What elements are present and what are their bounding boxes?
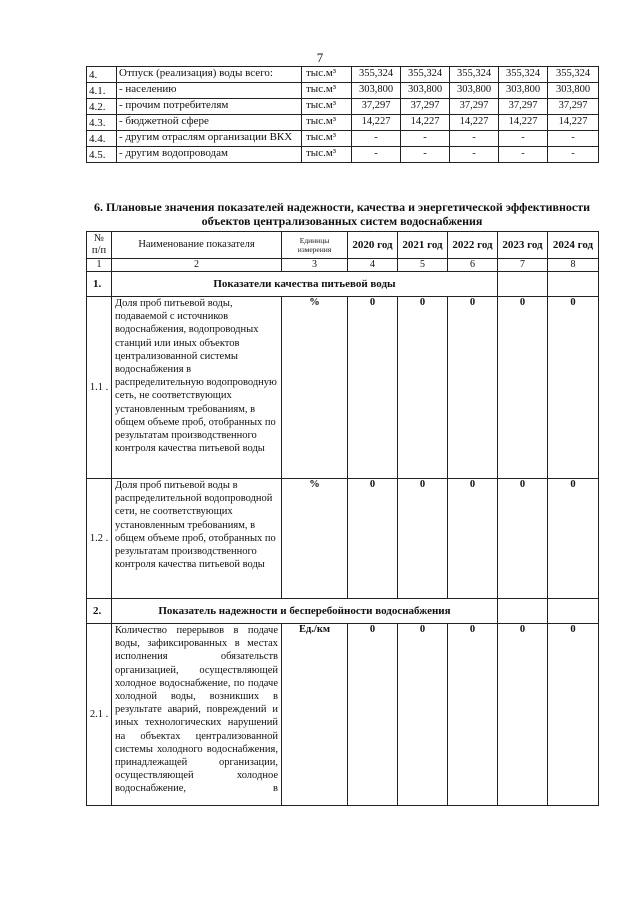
row-name: - бюджетной сфере	[117, 115, 302, 131]
row-number: 4.2.	[87, 99, 117, 115]
indicator-unit: %	[282, 479, 348, 599]
indicator-name: Количество перерывов в подаче воды, зафиксированных в местах исполнения обязательств организацией, осуществляющей холодное водоснабжение, по подаче холодной воды, возникших в результате аварий, повреждений и иных технологических нарушений на объектах централизованной системы холодного водоснабжения, принадлежащей организации, осуществляющей холодное водоснабжение, в	[112, 624, 282, 806]
empty-cell	[548, 599, 599, 624]
page-number: 7	[316, 50, 324, 65]
row-value: 14,227	[548, 115, 599, 131]
section-header-row	[87, 272, 599, 297]
table-header-row	[87, 232, 599, 259]
row-name: - населению	[117, 83, 302, 99]
row-unit: тыс.м³	[302, 99, 352, 115]
row-value: -	[401, 147, 450, 163]
row-number: 4.	[87, 67, 117, 83]
indicator-value: 0	[398, 479, 448, 599]
indicator-value: 0	[398, 624, 448, 806]
row-value: 14,227	[352, 115, 401, 131]
row-value: 303,800	[450, 83, 499, 99]
header-name: Наименование показателя	[112, 232, 282, 259]
header-unit: Единицы измерения	[282, 232, 348, 259]
indicator-unit: Ед./км	[282, 624, 348, 806]
section-number: 2.	[87, 599, 112, 624]
indicator-value: 0	[348, 624, 398, 806]
row-value: 37,297	[352, 99, 401, 115]
row-value: 303,800	[352, 83, 401, 99]
row-value: 355,324	[499, 67, 548, 83]
empty-cell	[498, 599, 548, 624]
empty-cell	[498, 272, 548, 297]
row-value: -	[401, 131, 450, 147]
supply-row	[87, 83, 599, 99]
header-year: 2022 год	[448, 232, 498, 259]
row-name: - другим водопроводам	[117, 147, 302, 163]
header-num: № п/п	[87, 232, 112, 259]
indicator-value: 0	[348, 479, 398, 599]
indicator-value: 0	[448, 624, 498, 806]
row-unit: тыс.м³	[302, 131, 352, 147]
row-value: 37,297	[401, 99, 450, 115]
supply-row	[87, 147, 599, 163]
row-value: 303,800	[401, 83, 450, 99]
indicator-value: 0	[398, 297, 448, 479]
section-6-title: 6. Плановые значения показателей надежности, качества и энергетической эффективности объектов централизованных систем водоснабжения	[93, 200, 591, 228]
row-name: - другим отраслям организации ВКХ	[117, 131, 302, 147]
header-year: 2021 год	[398, 232, 448, 259]
indicator-value: 0	[448, 479, 498, 599]
header-year: 2023 год	[498, 232, 548, 259]
row-unit: тыс.м³	[302, 147, 352, 163]
row-value: -	[499, 131, 548, 147]
indicators-table	[86, 231, 599, 806]
row-name: Отпуск (реализация) воды всего:	[117, 67, 302, 83]
indicator-number: 1.1 .	[87, 297, 112, 479]
section-number: 1.	[87, 272, 112, 297]
column-number: 6	[448, 259, 498, 272]
row-value: -	[548, 147, 599, 163]
indicator-unit: %	[282, 297, 348, 479]
water-supply-table	[86, 66, 599, 163]
row-value: 303,800	[548, 83, 599, 99]
row-value: 14,227	[401, 115, 450, 131]
supply-row	[87, 99, 599, 115]
indicator-row	[87, 297, 599, 479]
indicator-row	[87, 624, 599, 806]
supply-row	[87, 131, 599, 147]
header-year: 2024 год	[548, 232, 599, 259]
row-value: -	[499, 147, 548, 163]
column-number-row	[87, 259, 599, 272]
row-value: 303,800	[499, 83, 548, 99]
row-value: 37,297	[548, 99, 599, 115]
column-number: 8	[548, 259, 599, 272]
section-title: Показатели качества питьевой воды	[112, 272, 498, 297]
row-number: 4.4.	[87, 131, 117, 147]
column-number: 5	[398, 259, 448, 272]
row-name: - прочим потребителям	[117, 99, 302, 115]
row-number: 4.1.	[87, 83, 117, 99]
row-value: 355,324	[352, 67, 401, 83]
supply-row	[87, 115, 599, 131]
row-value: -	[450, 147, 499, 163]
indicator-value: 0	[548, 479, 599, 599]
row-value: 355,324	[548, 67, 599, 83]
indicator-value: 0	[498, 624, 548, 806]
row-value: -	[352, 131, 401, 147]
indicator-name: Доля проб питьевой воды, подаваемой с источников водоснабжения, водопроводных станций или иных объектов централизованной системы водоснабжения в распределительную водопроводную сеть, не соответствующих установленным требованиям, в общем объеме проб, отобранных по результатам производственного контроля качества питьевой воды	[112, 297, 282, 479]
column-number: 3	[282, 259, 348, 272]
section-header-row	[87, 599, 599, 624]
row-unit: тыс.м³	[302, 115, 352, 131]
indicator-value: 0	[548, 624, 599, 806]
row-value: 37,297	[450, 99, 499, 115]
column-number: 4	[348, 259, 398, 272]
indicator-row	[87, 479, 599, 599]
column-number: 2	[112, 259, 282, 272]
indicator-value: 0	[548, 297, 599, 479]
indicator-value: 0	[498, 479, 548, 599]
row-value: 14,227	[499, 115, 548, 131]
row-value: 37,297	[499, 99, 548, 115]
row-value: 14,227	[450, 115, 499, 131]
row-number: 4.3.	[87, 115, 117, 131]
indicator-number: 1.2 .	[87, 479, 112, 599]
indicator-value: 0	[498, 297, 548, 479]
indicator-value: 0	[448, 297, 498, 479]
row-number: 4.5.	[87, 147, 117, 163]
row-value: -	[548, 131, 599, 147]
supply-row	[87, 67, 599, 83]
column-number: 1	[87, 259, 112, 272]
indicator-value: 0	[348, 297, 398, 479]
row-value: -	[450, 131, 499, 147]
header-year: 2020 год	[348, 232, 398, 259]
row-unit: тыс.м³	[302, 67, 352, 83]
row-value: -	[352, 147, 401, 163]
empty-cell	[548, 272, 599, 297]
column-number: 7	[498, 259, 548, 272]
indicator-name: Доля проб питьевой воды в распределительной водопроводной сети, не соответствующих установленным требованиям, в общем объеме проб, отобранных по результатам производственного контроля качества питьевой воды	[112, 479, 282, 599]
section-title: Показатель надежности и бесперебойности водоснабжения	[112, 599, 498, 624]
row-unit: тыс.м³	[302, 83, 352, 99]
row-value: 355,324	[401, 67, 450, 83]
indicator-number: 2.1 .	[87, 624, 112, 806]
row-value: 355,324	[450, 67, 499, 83]
